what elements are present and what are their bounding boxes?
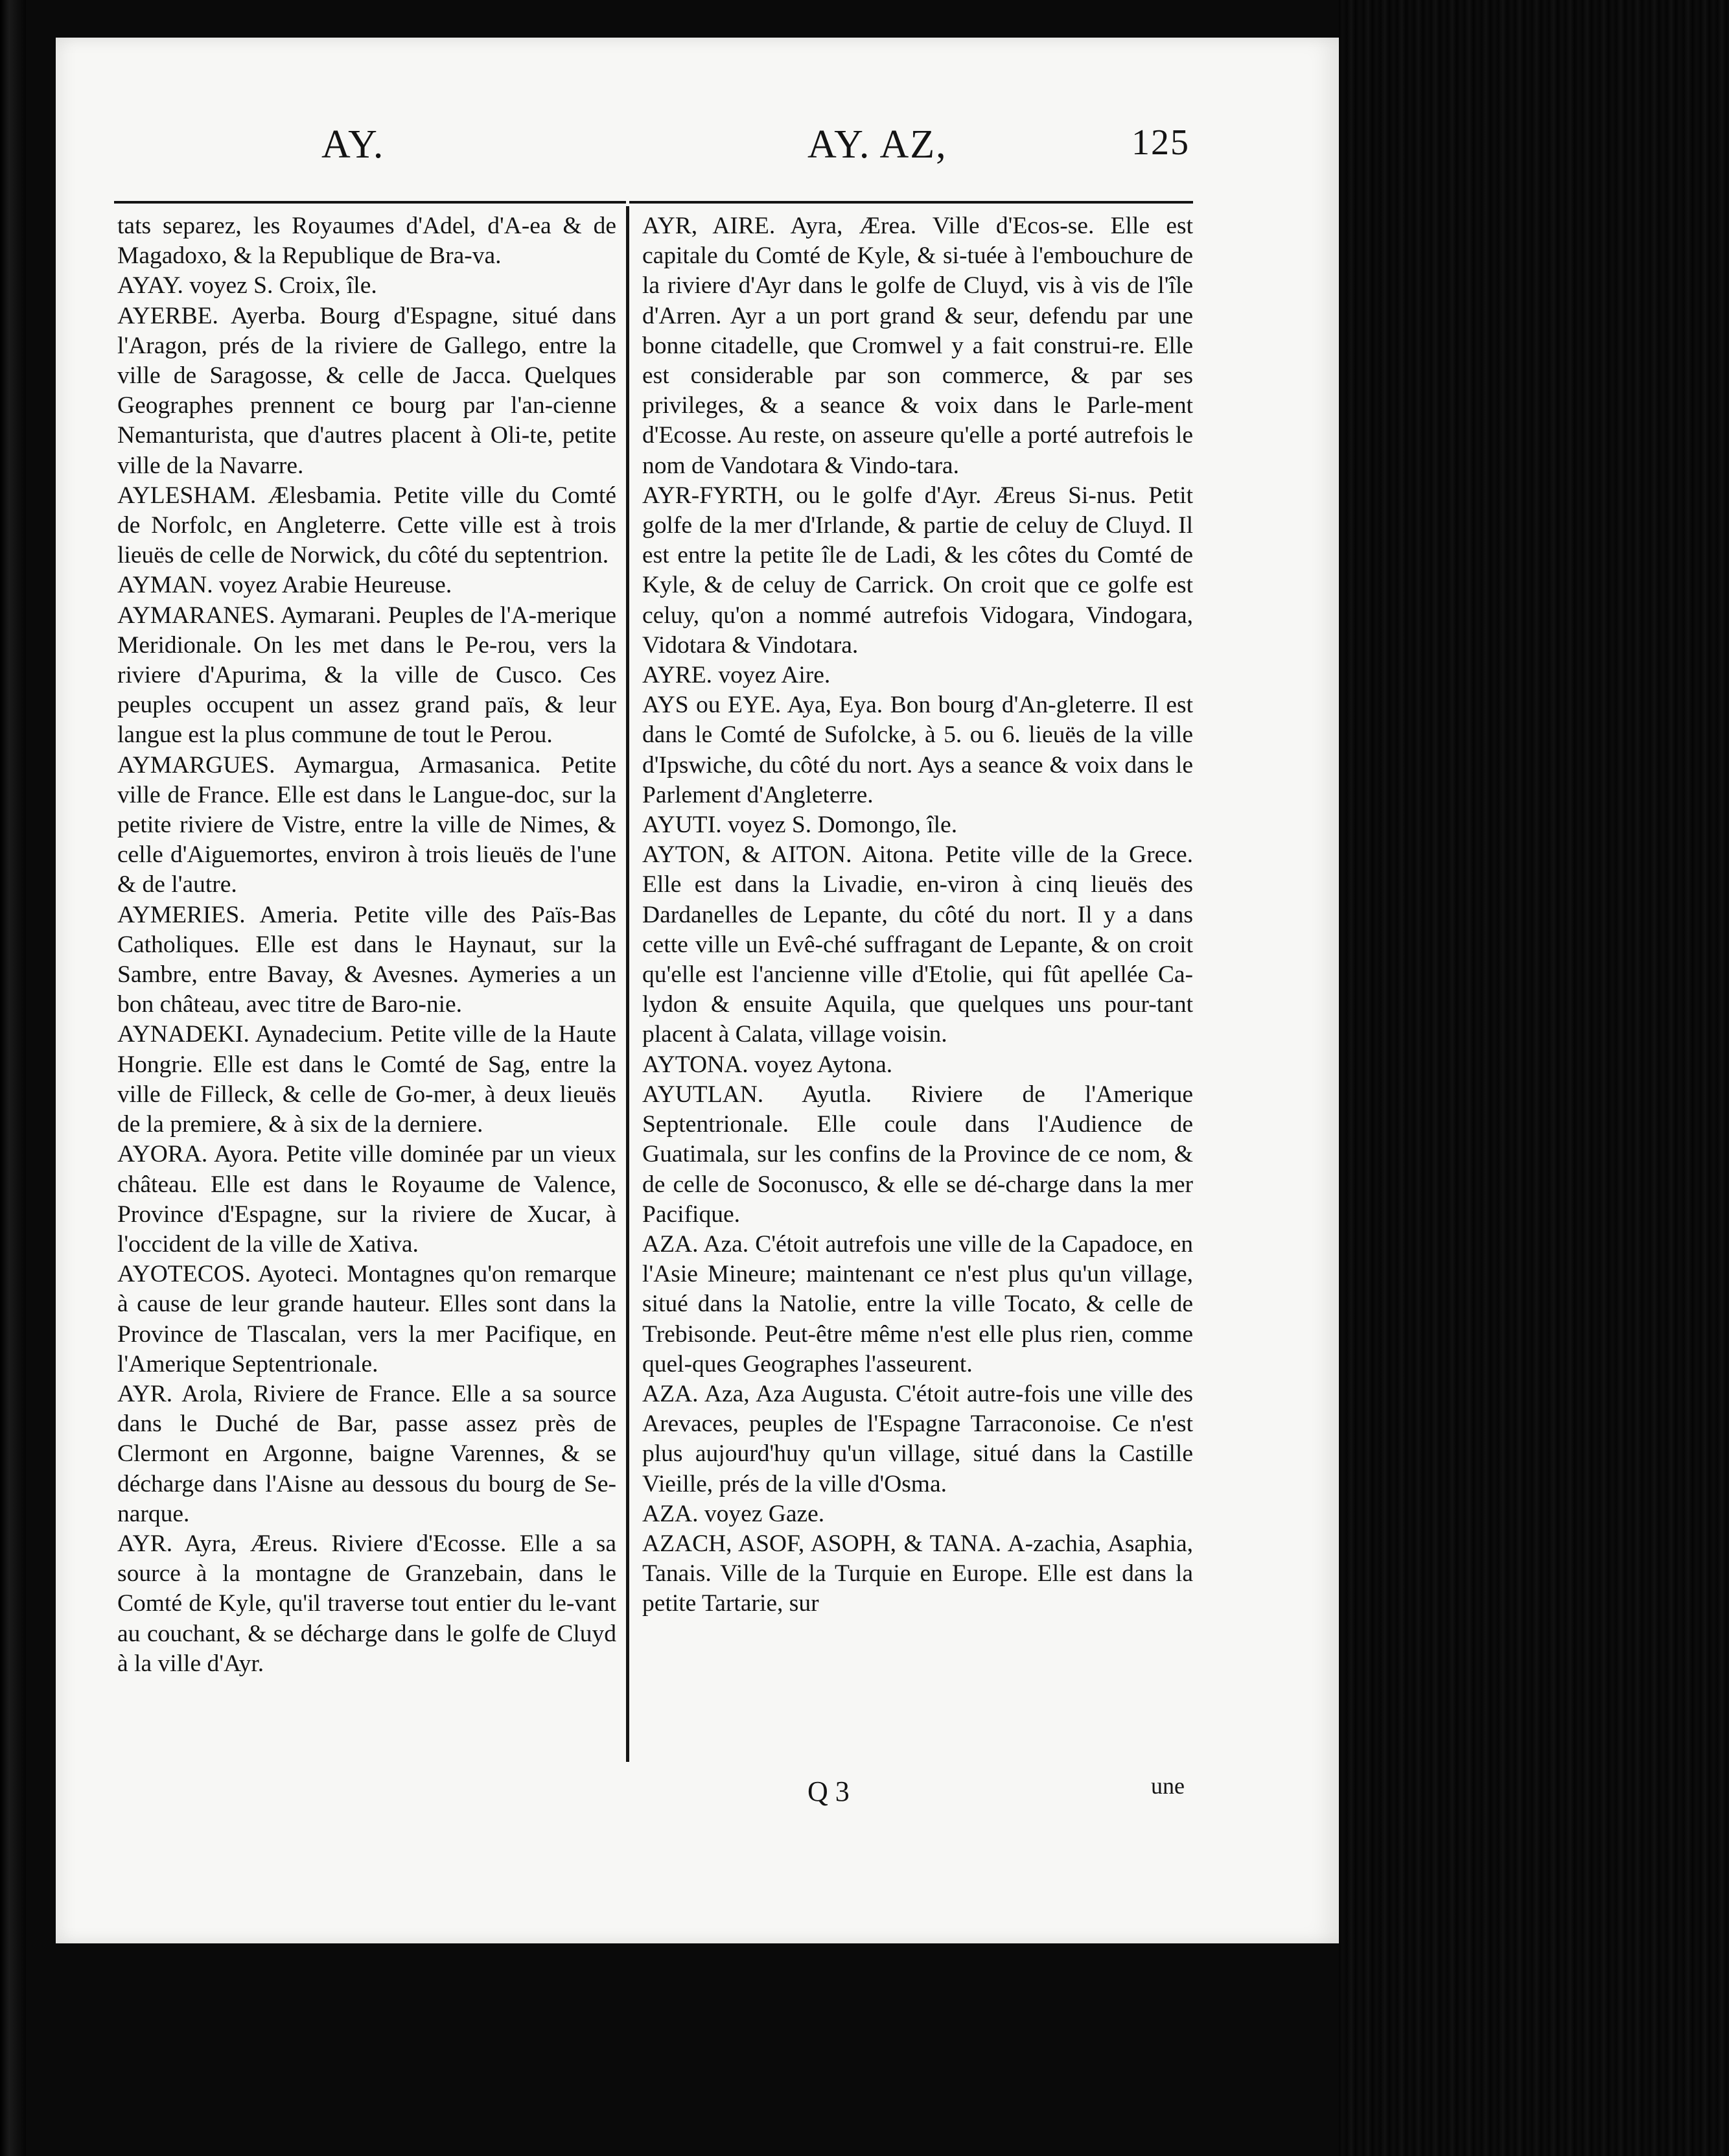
dictionary-entry: AZA. Aza. C'étoit autrefois une ville de la Capadoce, en l'Asie Mineure; maintenant ce n'est plus qu'un village, situé dans la Natolie, entre la ville Tocato, & celle de Trebisonde. Peut-être même n'est elle plus rien, comme quel-ques Geographes l'asseurent.	[642, 1230, 1193, 1377]
left-column	[117, 211, 616, 1679]
dictionary-entry: AYMARANES. Aymarani. Peuples de l'A-merique Meridionale. On les met dans le Pe-rou, vers la riviere d'Apurima, & la ville de Cusco. Ces peuples occupent un assez grand païs, & leur langue est la plus commune de tout le Perou.	[117, 602, 616, 749]
right-column	[642, 211, 1193, 1619]
dictionary-entry: AYUTLAN. Ayutla. Riviere de l'Amerique Septentrionale. Elle coule dans l'Audience de Guatimala, sur les confins de la Province de ce nom, & de celle de Soconusco, & elle se dé-charge dans la mer Pacifique.	[642, 1081, 1193, 1228]
book-edge-left	[0, 0, 26, 2156]
page-number: 125	[1131, 123, 1190, 163]
running-head-left: AY.	[321, 123, 385, 167]
dictionary-entry: AYORA. Ayora. Petite ville dominée par un vieux château. Elle est dans le Royaume de Valence, Province d'Espagne, sur la riviere de Xucar, à l'occident de la ville de Xativa.	[117, 1141, 616, 1258]
header-rule-left	[114, 201, 626, 204]
catchword: une	[1151, 1773, 1185, 1799]
signature-mark: Q 3	[807, 1775, 850, 1807]
dictionary-entry: AYMARGUES. Aymargua, Armasanica. Petite ville de France. Elle est dans le Langue-doc, sur la petite riviere de Vistre, entre la ville de Nimes, & celle d'Aiguemortes, environ à trois lieuës de l'une & de l'autre.	[117, 751, 616, 898]
dictionary-entry: AYS ou EYE. Aya, Eya. Bon bourg d'An-gleterre. Il est dans le Comté de Sufolcke, à 5. ou 6. lieuës de la ville d'Ipswiche, du côté du nort. Ays a seance & voix dans le Parlement d'Angleterre.	[642, 692, 1193, 808]
running-head-middle: AY. AZ,	[807, 123, 947, 167]
dictionary-entry: AYNADEKI. Aynadecium. Petite ville de la Haute Hongrie. Elle est dans le Comté de Sag, entre la ville de Filleck, & celle de Go-mer, à deux lieuës de la premiere, & à six de la derniere.	[117, 1021, 616, 1138]
dictionary-entry: AYRE. voyez Aire.	[642, 662, 831, 689]
dictionary-entry: AYLESHAM. Ælesbamia. Petite ville du Comté de Norfolc, en Angleterre. Cette ville est à trois lieuës de celle de Norwick, du côté du septentrion.	[117, 482, 616, 569]
dictionary-entry: AYR. Arola, Riviere de France. Elle a sa source dans le Duché de Bar, passe assez près de Clermont en Argonne, baigne Varennes, & se décharge dans l'Aisne au dessous du bourg de Se-narque.	[117, 1380, 616, 1527]
dictionary-entry: AYR, AIRE. Ayra, Ærea. Ville d'Ecos-se. Elle est capitale du Comté de Kyle, & si-tuée à l'embouchure de la riviere d'Ayr dans le golfe de Cluyd, vis à vis de l'île d'Arren. Ayr a un port grand & seur, defendu par une bonne citadelle, que Cromwel y a fait construi-re. Elle est considerable par son commerce, & par ses privileges, & a seance & voix dans le Parle-ment d'Ecosse. Au reste, on asseure qu'elle a porté autrefois le nom de Vandotara & Vindo-tara.	[642, 213, 1193, 479]
book-page	[56, 38, 1339, 1943]
column-divider	[626, 206, 629, 1762]
dictionary-entry: AZACH, ASOF, ASOPH, & TANA. A-zachia, Asaphia, Tanais. Ville de la Turquie en Europe. Elle est dans la petite Tartarie, sur	[642, 1530, 1193, 1617]
dictionary-entry: AYMERIES. Ameria. Petite ville des Païs-Bas Catholiques. Elle est dans le Haynaut, sur la Sambre, entre Bavay, & Avesnes. Aymeries a un bon château, avec titre de Baro-nie.	[117, 901, 616, 1018]
dictionary-entry: AYR. Ayra, Æreus. Riviere d'Ecosse. Elle a sa source à la montagne de Granzebain, dans le Comté de Kyle, qu'il traverse tout entier du le-vant au couchant, & se décharge dans le golfe de Cluyd à la ville d'Ayr.	[117, 1530, 616, 1677]
dictionary-entry: AYMAN. voyez Arabie Heureuse.	[117, 572, 452, 599]
dictionary-entry: AZA. voyez Gaze.	[642, 1500, 825, 1527]
dictionary-entry: AZA. Aza, Aza Augusta. C'étoit autre-fois une ville des Arevaces, peuples de l'Espagne Tarraconoise. Ce n'est plus aujourd'huy qu'un village, situé dans la Castille Vieille, prés de la ville d'Osma.	[642, 1380, 1193, 1497]
book-edge-right	[1339, 0, 1729, 2156]
dictionary-entry: tats separez, les Royaumes d'Adel, d'A-ea & de Magadoxo, & la Republique de Bra-va.	[117, 213, 616, 270]
dictionary-entry: AYUTI. voyez S. Domongo, île.	[642, 812, 958, 839]
dictionary-entry: AYOTECOS. Ayoteci. Montagnes qu'on remarque à cause de leur grande hauteur. Elles sont dans la Province de Tlascalan, vers la mer Pacifique, en l'Amerique Septentrionale.	[117, 1261, 616, 1377]
dictionary-entry: AYAY. voyez S. Croix, île.	[117, 272, 377, 299]
dictionary-entry: AYTONA. voyez Aytona.	[642, 1051, 893, 1078]
dictionary-entry: AYR-FYRTH, ou le golfe d'Ayr. Æreus Si-nus. Petit golfe de la mer d'Irlande, & partie de celuy de Cluyd. Il est entre la petite île de Ladi, & les côtes du Comté de Kyle, & de celuy de Carrick. On croit que ce golfe est celuy, qu'on a nommé autrefois Vidogara, Vindogara, Vidotara & Vindotara.	[642, 482, 1193, 659]
header-rule-right	[629, 201, 1193, 204]
dictionary-entry: AYERBE. Ayerba. Bourg d'Espagne, situé dans l'Aragon, prés de la riviere de Gallego, entre la ville de Saragosse, & celle de Jacca. Quelques Geographes prennent ce bourg par l'an-cienne Nemanturista, que d'autres placent à Oli-te, petite ville de la Navarre.	[117, 302, 616, 479]
dictionary-entry: AYTON, & AITON. Aitona. Petite ville de la Grece. Elle est dans la Livadie, en-viron à cinq lieuës des Dardanelles de Lepante, du côté du nort. Il y a dans cette ville un Evê-ché suffragant de Lepante, & on croit qu'elle est l'ancienne ville d'Etolie, qui fût apellée Ca-lydon & ensuite Aquila, que quelques uns pour-tant placent à Calata, village voisin.	[642, 841, 1193, 1048]
